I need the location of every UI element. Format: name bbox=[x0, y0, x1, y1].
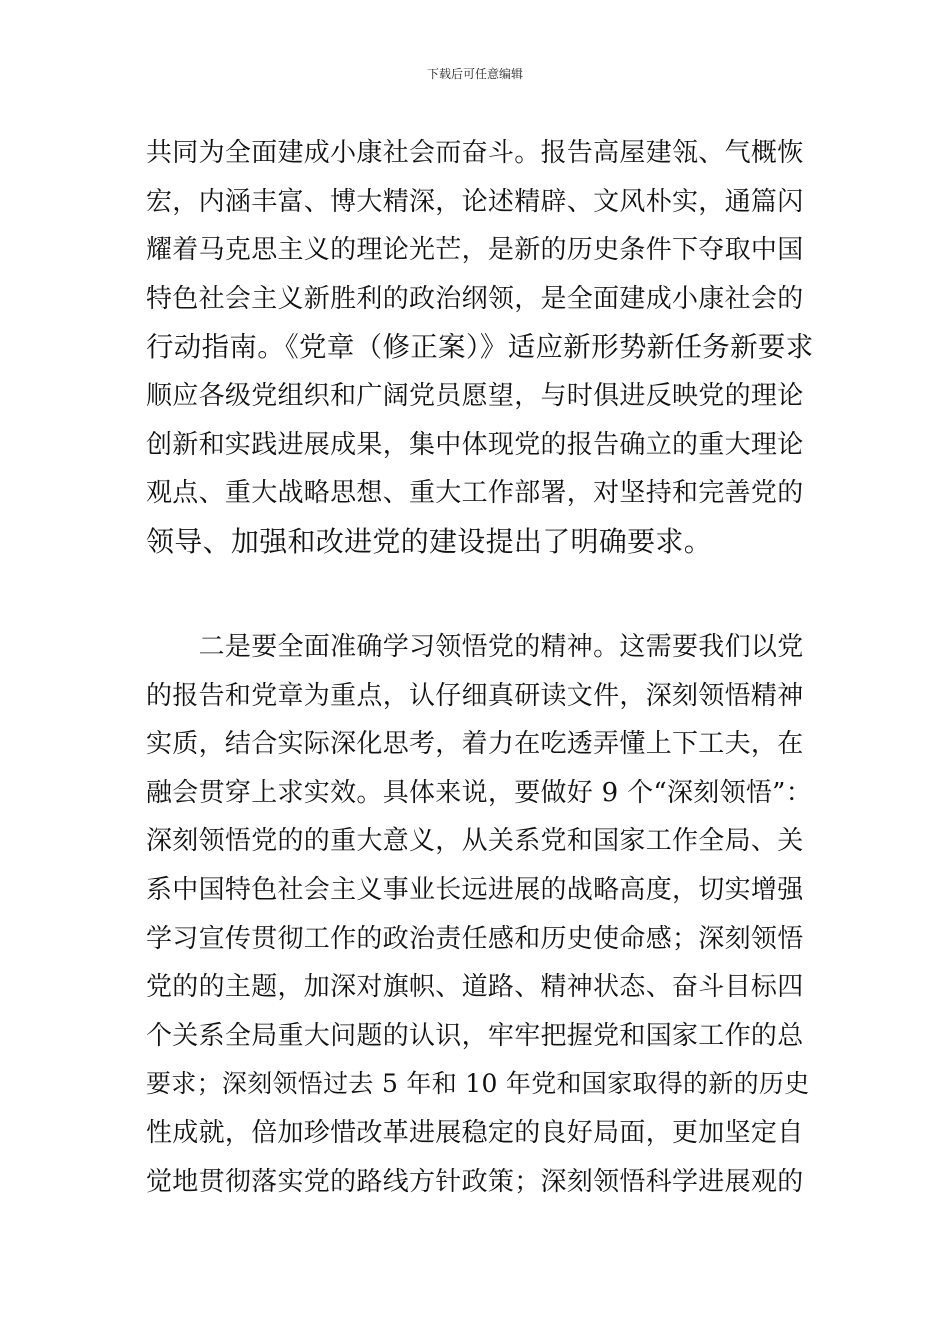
text-line: 觉地贯彻落实党的路线方针政策；深刻领悟科学进展观的 bbox=[146, 1166, 804, 1197]
text-line: 党的的主题，加深对旗帜、道路、精神状态、奋斗目标四 bbox=[146, 972, 804, 1003]
text-line: 实质，结合实际深化思考，着力在吃透弄懂上下工夫，在 bbox=[146, 729, 804, 760]
text-line: 耀着马克思主义的理论光芒，是新的历史条件下夺取中国 bbox=[146, 235, 804, 266]
paragraph-2 bbox=[146, 623, 814, 1206]
text-line: 要求；深刻领悟过去 5 年和 10 年党和国家取得的新的历史 bbox=[146, 1069, 810, 1099]
text-line: 个关系全局重大问题的认识，牢牢把握党和国家工作的总 bbox=[146, 1020, 804, 1051]
text-line: 行动指南。《党章（修正案）》适应新形势新任务新要求 bbox=[146, 331, 814, 364]
text-line: 创新和实践进展成果，集中体现党的报告确立的重大理论 bbox=[146, 429, 804, 460]
text-line: 观点、重大战略思想、重大工作部署，对坚持和完善党的 bbox=[146, 478, 804, 509]
page-header: 下载后可任意编辑 bbox=[426, 67, 523, 81]
text-line: 特色社会主义新胜利的政治纲领，是全面建成小康社会的 bbox=[146, 283, 804, 314]
text-line: 性成就，倍加珍惜改革进展稳定的良好局面，更加坚定自 bbox=[146, 1117, 804, 1148]
text-line: 的报告和党章为重点，认仔细真研读文件，深刻领悟精神 bbox=[146, 680, 804, 711]
text-line: 融会贯穿上求实效。具体来说，要做好 9 个“深刻领悟”： bbox=[146, 777, 813, 808]
text-line: 深刻领悟党的的重大意义，从关系党和国家工作全局、关 bbox=[146, 826, 804, 857]
text-line: 系中国特色社会主义事业长远进展的战略高度，切实增强 bbox=[146, 874, 804, 905]
text-line: 宏，内涵丰富、博大精深，论述精辟、文风朴实，通篇闪 bbox=[146, 186, 804, 217]
text-line: 学习宣传贯彻工作的政治责任感和历史使命感；深刻领悟 bbox=[146, 923, 804, 954]
text-line: 二是要全面准确学习领悟党的精神。这需要我们以党 bbox=[146, 632, 804, 662]
text-line: 顺应各级党组织和广阔党员愿望，与时俱进反映党的理论 bbox=[146, 380, 804, 411]
text-line: 共同为全面建成小康社会而奋斗。报告高屋建瓴、气概恢 bbox=[146, 138, 804, 168]
text-line: 领导、加强和改进党的建设提出了明确要求。 bbox=[146, 524, 713, 558]
paragraph-1 bbox=[146, 129, 814, 566]
